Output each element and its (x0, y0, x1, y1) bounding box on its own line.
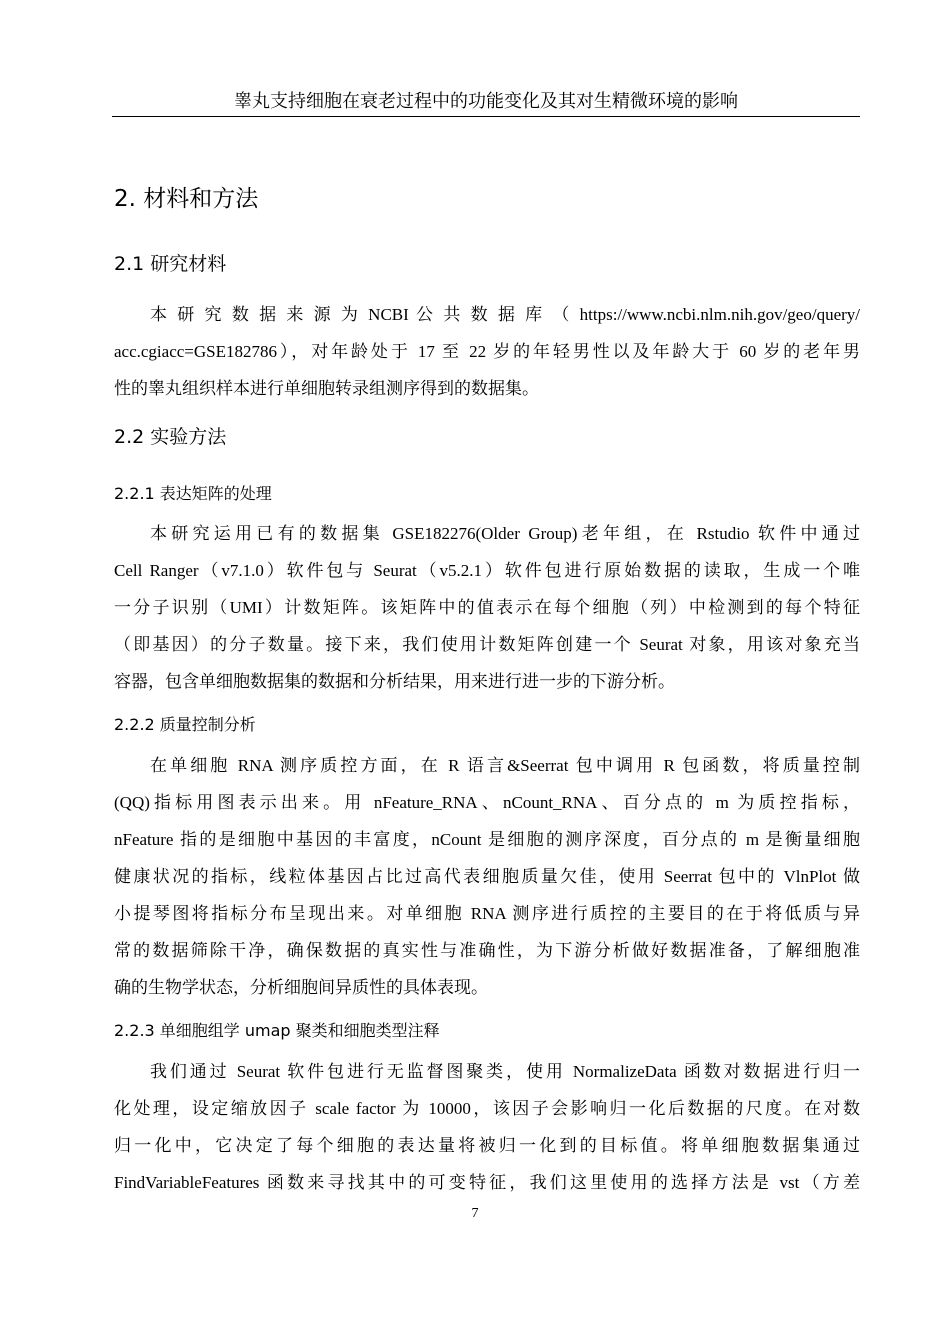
paragraph-line: 本研究运用已有的数据集 GSE182276(Older Group)老年组，在 Rstudio 软件中通过 (150, 524, 860, 543)
paragraph-line: acc.cgiacc=GSE182786），对年龄处于 17 至 22 岁的年轻男性以及年龄大于 60 岁的老年男 (114, 342, 860, 361)
subsection-heading-methods: 2.2 实验方法 (114, 426, 227, 448)
paragraph-line: 在单细胞 RNA 测序质控方面，在 R 语言&Seerrat 包中调用 R 包函数，将质量控制 (150, 756, 860, 775)
paragraph-line: 一分子识别（UMI）计数矩阵。该矩阵中的值表示在每个细胞（列）中检测到的每个特征 (114, 598, 860, 617)
paragraph-line: Cell Ranger（v7.1.0）软件包与 Seurat（v5.2.1）软件包进行原始数据的读取，生成一个唯 (114, 561, 860, 580)
paragraph-line: 确的生物学状态，分析细胞间异质性的具体表现。 (114, 978, 488, 997)
paragraph-materials (114, 296, 860, 407)
paragraph-line: nFeature 指的是细胞中基因的丰富度，nCount 是细胞的测序深度，百分点的 m 是衡量细胞 (114, 830, 860, 849)
subsection-heading-materials: 2.1 研究材料 (114, 253, 227, 275)
paragraph-line: （即基因）的分子数量。接下来，我们使用计数矩阵创建一个 Seurat 对象，用该对象充当 (114, 635, 860, 654)
subsubsection-heading-expression-matrix: 2.2.1 表达矩阵的处理 (114, 484, 272, 503)
page-number: 7 (471, 1206, 479, 1221)
paragraph-quality-control (114, 747, 860, 1006)
subsubsection-heading-umap-clustering: 2.2.3 单细胞组学 umap 聚类和细胞类型注释 (114, 1021, 440, 1040)
paragraph-line: 小提琴图将指标分布呈现出来。对单细胞 RNA 测序进行质控的主要目的在于将低质与异 (114, 904, 860, 923)
paragraph-expression-matrix (114, 515, 860, 700)
paragraph-line: 化处理，设定缩放因子 scale factor 为 10000，该因子会影响归一化后数据的尺度。在对数 (114, 1099, 860, 1118)
running-header: 睾丸支持细胞在衰老过程中的功能变化及其对生精微环境的影响 (112, 88, 860, 117)
paragraph-line: 我们通过 Seurat 软件包进行无监督图聚类，使用 NormalizeData 函数对数据进行归一 (150, 1062, 860, 1081)
paragraph-line: 本 研 究 数 据 来 源 为 NCBI 公 共 数 据 库 （ https://www.ncbi.nlm.nih.gov/geo/query/ (150, 305, 860, 324)
paragraph-line: FindVariableFeatures 函数来寻找其中的可变特征，我们这里使用的选择方法是 vst（方差 (114, 1173, 860, 1192)
paragraph-line: 性的睾丸组织样本进行单细胞转录组测序得到的数据集。 (114, 379, 539, 398)
subsubsection-heading-quality-control: 2.2.2 质量控制分析 (114, 715, 256, 734)
paragraph-line: 归一化中，它决定了每个细胞的表达量将被归一化到的目标值。将单细胞数据集通过 (114, 1136, 860, 1155)
paragraph-line: (QQ)指标用图表示出来。用 nFeature_RNA、nCount_RNA、百分点的 m 为质控指标， (114, 793, 860, 812)
paragraph-line: 健康状况的指标，线粒体基因占比过高代表细胞质量欠佳，使用 Seerrat 包中的 VlnPlot 做 (114, 867, 860, 886)
paragraph-umap-clustering (114, 1053, 860, 1201)
paragraph-line: 容器，包含单细胞数据集的数据和分析结果，用来进行进一步的下游分析。 (114, 672, 675, 691)
section-heading: 2. 材料和方法 (114, 186, 259, 212)
paragraph-line: 常的数据筛除干净，确保数据的真实性与准确性，为下游分析做好数据准备，了解细胞准 (114, 941, 860, 960)
